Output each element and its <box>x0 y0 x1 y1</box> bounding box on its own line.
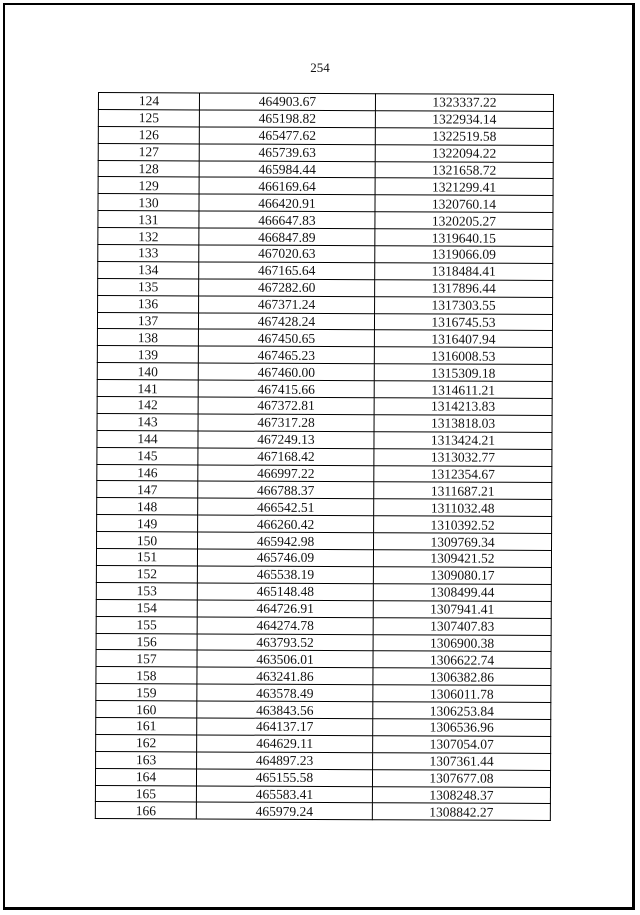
y-coordinate-cell: 1306382.86 <box>373 668 551 686</box>
y-coordinate-cell: 1322934.14 <box>375 111 553 129</box>
point-number-cell: 163 <box>96 751 197 768</box>
y-coordinate-cell: 1311032.48 <box>374 499 552 517</box>
x-coordinate-cell: 467415.66 <box>198 380 374 398</box>
y-coordinate-cell: 1316407.94 <box>374 330 552 348</box>
y-coordinate-cell: 1319066.09 <box>375 246 553 264</box>
point-number-cell: 147 <box>97 481 198 498</box>
point-number-cell: 156 <box>96 633 197 650</box>
x-coordinate-cell: 465148.48 <box>197 583 373 601</box>
x-coordinate-cell: 465984.44 <box>199 161 375 179</box>
coordinates-table-body <box>95 93 553 821</box>
table-row <box>97 464 552 483</box>
y-coordinate-cell: 1314611.21 <box>374 381 552 399</box>
y-coordinate-cell: 1307361.44 <box>373 752 551 770</box>
y-coordinate-cell: 1307941.41 <box>373 600 551 618</box>
table-row <box>96 650 551 669</box>
x-coordinate-cell: 465155.58 <box>196 769 372 787</box>
x-coordinate-cell: 467460.00 <box>198 363 374 381</box>
table-row <box>95 785 550 804</box>
x-coordinate-cell: 466647.83 <box>199 211 375 229</box>
y-coordinate-cell: 1308842.27 <box>372 803 550 821</box>
point-number-cell: 150 <box>97 532 198 549</box>
x-coordinate-cell: 465942.98 <box>198 532 374 550</box>
y-coordinate-cell: 1322094.22 <box>375 144 553 162</box>
y-coordinate-cell: 1311687.21 <box>374 482 552 500</box>
point-number-cell: 129 <box>98 177 199 194</box>
point-number-cell: 138 <box>97 329 198 346</box>
table-row <box>98 295 553 314</box>
table-row <box>98 177 553 196</box>
point-number-cell: 132 <box>98 228 199 245</box>
table-row <box>98 160 553 179</box>
x-coordinate-cell: 465538.19 <box>197 566 373 584</box>
y-coordinate-cell: 1309080.17 <box>373 567 551 585</box>
point-number-cell: 166 <box>95 802 196 819</box>
x-coordinate-cell: 463793.52 <box>197 633 373 651</box>
x-coordinate-cell: 467372.81 <box>198 397 374 415</box>
x-coordinate-cell: 466788.37 <box>198 481 374 499</box>
x-coordinate-cell: 466420.91 <box>199 194 375 212</box>
y-coordinate-cell: 1312354.67 <box>374 465 552 483</box>
y-coordinate-cell: 1310392.52 <box>374 516 552 534</box>
point-number-cell: 151 <box>96 549 197 566</box>
table-row <box>98 245 553 264</box>
x-coordinate-cell: 467165.64 <box>199 262 375 280</box>
table-row <box>98 228 553 247</box>
table-row <box>98 194 553 213</box>
table-row <box>97 312 552 331</box>
point-number-cell: 145 <box>97 447 198 464</box>
point-number-cell: 148 <box>97 498 198 515</box>
point-number-cell: 128 <box>98 160 199 177</box>
table-row <box>95 768 550 787</box>
table-row <box>97 380 552 399</box>
x-coordinate-cell: 467020.63 <box>199 245 375 263</box>
x-coordinate-cell: 463578.49 <box>197 684 373 702</box>
table-row <box>97 498 552 517</box>
x-coordinate-cell: 464137.17 <box>197 718 373 736</box>
x-coordinate-cell: 464897.23 <box>197 752 373 770</box>
table-row <box>96 549 551 568</box>
x-coordinate-cell: 466542.51 <box>198 498 374 516</box>
point-number-cell: 153 <box>96 582 197 599</box>
x-coordinate-cell: 463241.86 <box>197 667 373 685</box>
table-row <box>98 211 553 230</box>
table-row <box>98 261 553 280</box>
y-coordinate-cell: 1308248.37 <box>372 786 550 804</box>
point-number-cell: 157 <box>96 650 197 667</box>
y-coordinate-cell: 1321299.41 <box>375 178 553 196</box>
point-number-cell: 158 <box>96 667 197 684</box>
y-coordinate-cell: 1320760.14 <box>375 195 553 213</box>
point-number-cell: 162 <box>96 734 197 751</box>
y-coordinate-cell: 1307054.07 <box>373 736 551 754</box>
y-coordinate-cell: 1314213.83 <box>374 398 552 416</box>
point-number-cell: 160 <box>96 701 197 718</box>
y-coordinate-cell: 1323337.22 <box>375 94 553 112</box>
point-number-cell: 137 <box>97 312 198 329</box>
point-number-cell: 126 <box>98 126 199 143</box>
point-number-cell: 131 <box>98 211 199 228</box>
y-coordinate-cell: 1309769.34 <box>374 533 552 551</box>
x-coordinate-cell: 465746.09 <box>197 549 373 567</box>
point-number-cell: 155 <box>96 616 197 633</box>
x-coordinate-cell: 465198.82 <box>199 110 375 128</box>
point-number-cell: 141 <box>97 380 198 397</box>
y-coordinate-cell: 1316745.53 <box>374 313 552 331</box>
x-coordinate-cell: 464726.91 <box>197 600 373 618</box>
table-row <box>97 481 552 500</box>
table-row <box>96 599 551 618</box>
point-number-cell: 124 <box>98 93 199 110</box>
y-coordinate-cell: 1307677.08 <box>372 769 550 787</box>
point-number-cell: 133 <box>98 245 199 262</box>
y-coordinate-cell: 1318484.41 <box>375 263 553 281</box>
point-number-cell: 136 <box>98 295 199 312</box>
x-coordinate-cell: 466169.64 <box>199 177 375 195</box>
point-number-cell: 125 <box>98 109 199 126</box>
point-number-cell: 143 <box>97 413 198 430</box>
point-number-cell: 152 <box>96 565 197 582</box>
table-row <box>96 633 551 652</box>
y-coordinate-cell: 1306011.78 <box>373 685 551 703</box>
table-row <box>97 346 552 365</box>
x-coordinate-cell: 465477.62 <box>199 127 375 145</box>
table-row <box>97 397 552 416</box>
x-coordinate-cell: 466847.89 <box>199 228 375 246</box>
table-row <box>98 109 553 128</box>
point-number-cell: 146 <box>97 464 198 481</box>
x-coordinate-cell: 467450.65 <box>198 329 374 347</box>
coordinates-table <box>95 92 554 821</box>
point-number-cell: 139 <box>97 346 198 363</box>
y-coordinate-cell: 1306253.84 <box>373 702 551 720</box>
y-coordinate-cell: 1307407.83 <box>373 617 551 635</box>
table-row <box>96 667 551 686</box>
table-row <box>97 413 552 432</box>
point-number-cell: 130 <box>98 194 199 211</box>
x-coordinate-cell: 465979.24 <box>196 802 372 820</box>
table-row <box>97 532 552 551</box>
point-number-cell: 134 <box>98 261 199 278</box>
table-row <box>96 717 551 736</box>
y-coordinate-cell: 1308499.44 <box>373 584 551 602</box>
table-row <box>98 93 553 112</box>
point-number-cell: 149 <box>97 515 198 532</box>
table-row <box>98 143 553 162</box>
point-number-cell: 140 <box>97 363 198 380</box>
point-number-cell: 142 <box>97 397 198 414</box>
table-row <box>96 684 551 703</box>
x-coordinate-cell: 465739.63 <box>199 144 375 162</box>
x-coordinate-cell: 466997.22 <box>198 465 374 483</box>
page-number: 254 <box>310 60 330 75</box>
table-row <box>97 329 552 348</box>
y-coordinate-cell: 1321658.72 <box>375 161 553 179</box>
x-coordinate-cell: 463506.01 <box>197 650 373 668</box>
point-number-cell: 144 <box>97 430 198 447</box>
table-row <box>98 278 553 297</box>
y-coordinate-cell: 1306900.38 <box>373 634 551 652</box>
point-number-cell: 161 <box>96 717 197 734</box>
x-coordinate-cell: 464629.11 <box>197 735 373 753</box>
y-coordinate-cell: 1319640.15 <box>375 229 553 247</box>
point-number-cell: 164 <box>95 768 196 785</box>
x-coordinate-cell: 467371.24 <box>199 296 375 314</box>
table-row <box>96 734 551 753</box>
x-coordinate-cell: 467249.13 <box>198 431 374 449</box>
x-coordinate-cell: 465583.41 <box>196 785 372 803</box>
point-number-cell: 135 <box>98 278 199 295</box>
x-coordinate-cell: 467282.60 <box>199 279 375 297</box>
x-coordinate-cell: 467428.24 <box>198 313 374 331</box>
table-row <box>95 802 550 821</box>
x-coordinate-cell: 467168.42 <box>198 448 374 466</box>
x-coordinate-cell: 466260.42 <box>198 515 374 533</box>
y-coordinate-cell: 1306622.74 <box>373 651 551 669</box>
table-row <box>97 515 552 534</box>
y-coordinate-cell: 1315309.18 <box>374 364 552 382</box>
table-row <box>96 616 551 635</box>
point-number-cell: 154 <box>96 599 197 616</box>
point-number-cell: 159 <box>96 684 197 701</box>
table-row <box>96 751 551 770</box>
y-coordinate-cell: 1313032.77 <box>374 448 552 466</box>
table-row <box>98 126 553 145</box>
x-coordinate-cell: 463843.56 <box>197 701 373 719</box>
point-number-cell: 127 <box>98 143 199 160</box>
y-coordinate-cell: 1317303.55 <box>375 296 553 314</box>
x-coordinate-cell: 467317.28 <box>198 414 374 432</box>
y-coordinate-cell: 1317896.44 <box>375 280 553 298</box>
table-row <box>97 447 552 466</box>
point-number-cell: 165 <box>95 785 196 802</box>
table-row <box>96 565 551 584</box>
x-coordinate-cell: 464274.78 <box>197 617 373 635</box>
y-coordinate-cell: 1316008.53 <box>374 347 552 365</box>
y-coordinate-cell: 1322519.58 <box>375 127 553 145</box>
x-coordinate-cell: 464903.67 <box>199 93 375 111</box>
table-row <box>97 363 552 382</box>
x-coordinate-cell: 467465.23 <box>198 346 374 364</box>
y-coordinate-cell: 1320205.27 <box>375 212 553 230</box>
table-row <box>96 701 551 720</box>
y-coordinate-cell: 1306536.96 <box>373 719 551 737</box>
table-row <box>96 582 551 601</box>
y-coordinate-cell: 1313818.03 <box>374 415 552 433</box>
table-row <box>97 430 552 449</box>
y-coordinate-cell: 1313424.21 <box>374 432 552 450</box>
y-coordinate-cell: 1309421.52 <box>373 550 551 568</box>
